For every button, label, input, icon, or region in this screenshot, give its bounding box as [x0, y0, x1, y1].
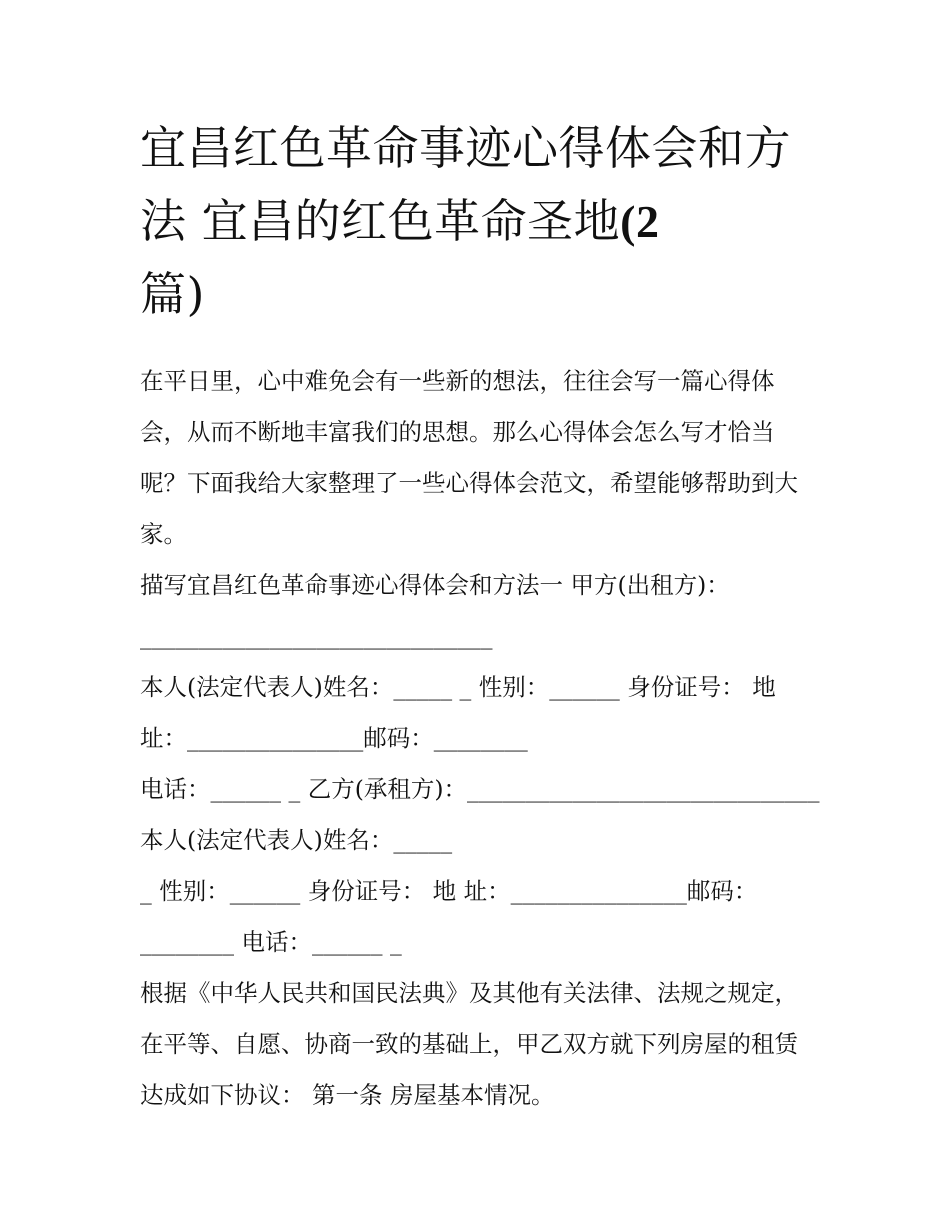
party-b-details: _ 性别：______ 身份证号： 地 址：_______________邮码：________ 电话：______ _	[140, 877, 758, 956]
agreement-paragraph: 根据《中华人民共和国民法典》及其他有关法律、法规之规定，在平等、自愿、协商一致的基础上，甲乙双方就下列房屋的租赁达成如下协议： 第一条 房屋基本情况。	[140, 979, 798, 1109]
document-title	[140, 112, 830, 331]
party-a-line: 描写宜昌红色革命事迹心得体会和方法一 甲方(出租方)：	[140, 571, 730, 599]
title-count: (2	[620, 196, 660, 247]
phone-party-b-line: 电话：______ _ 乙方(承租方)：______________________________	[140, 775, 820, 803]
title-count-suffix: 篇)	[140, 267, 205, 321]
title-main: 宜昌红色革命事迹心得体会和方法 宜昌的红色革命圣地	[140, 121, 791, 248]
party-a-blank-line: ______________________________	[140, 622, 493, 650]
party-b-name-line: 本人(法定代表人)姓名：_____	[140, 826, 453, 854]
party-a-details: 本人(法定代表人)姓名：_____ _ 性别：______ 身份证号： 地址：_______________邮码：________	[140, 673, 776, 752]
intro-paragraph: 在平日里，心中难免会有一些新的想法，往往会写一篇心得体会，从而不断地丰富我们的思想。那么心得体会怎么写才恰当呢？下面我给大家整理了一些心得体会范文，希望能够帮助到大家。	[140, 367, 798, 548]
document-body	[140, 356, 820, 1121]
